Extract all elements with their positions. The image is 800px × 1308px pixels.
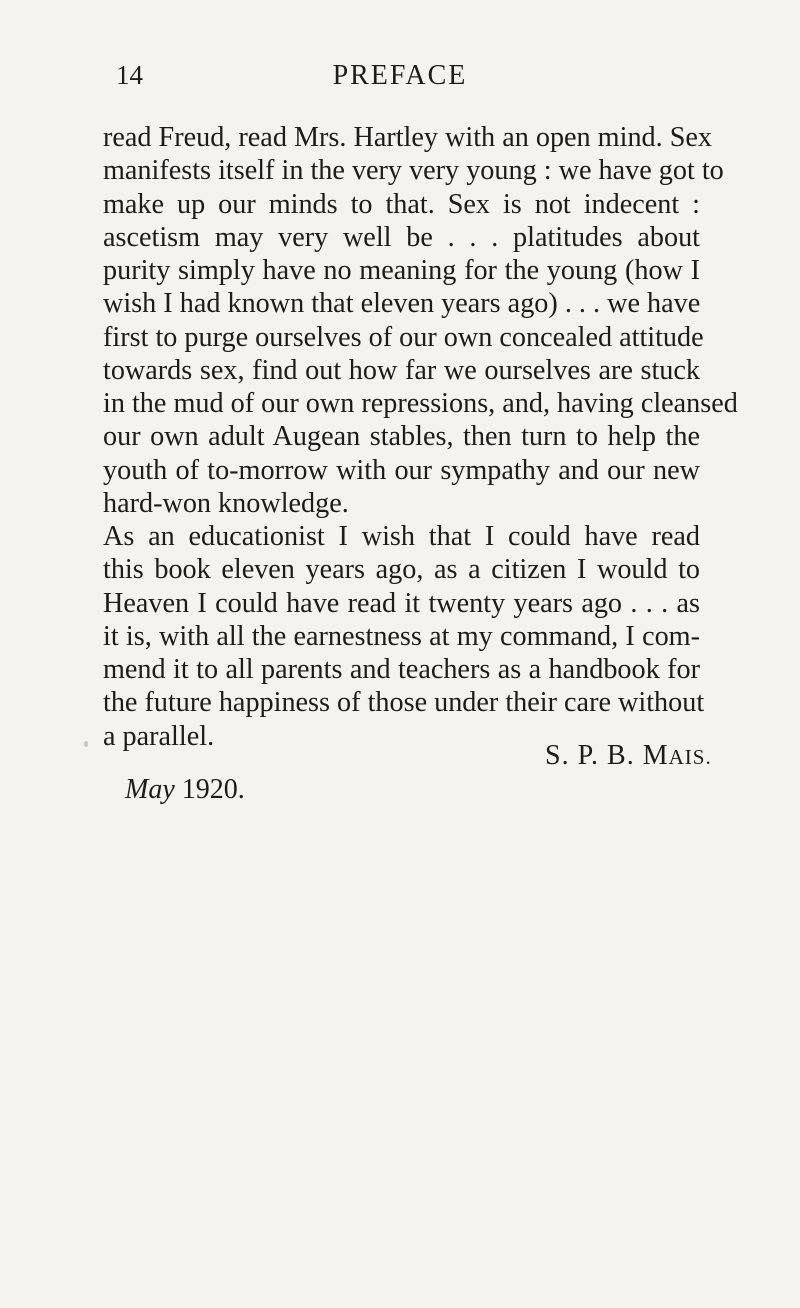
text-line: ascetism may very well be . . . platitudes about xyxy=(103,221,700,253)
signature-initials: S. P. B. xyxy=(545,740,635,771)
text-line: Heaven I could have read it twenty years ago . . . as xyxy=(103,587,700,619)
text-line: the future happiness of those under their care without xyxy=(103,687,705,719)
text-line: purity simply have no meaning for the young (how I xyxy=(103,255,700,286)
text-line: make up our minds to that. Sex is not indecent : xyxy=(103,188,700,220)
text-line: in the mud of our own repressions, and, having cleansed xyxy=(103,388,738,419)
text-line: youth of to-morrow with our sympathy and our new xyxy=(103,454,700,486)
paper-speck xyxy=(84,741,88,747)
text-line: towards sex, find out how far we ourselves are stuck xyxy=(103,354,700,386)
text-line: wish I had known that eleven years ago) . . . we have xyxy=(103,288,701,320)
text-line: first to purge ourselves of our own concealed attitude xyxy=(103,321,704,353)
signature-surname-initial: M xyxy=(642,740,669,771)
text-line: manifests itself in the very very young : we have got to xyxy=(103,155,724,187)
text-line: read Freud, read Mrs. Hartley with an open mind. Sex xyxy=(103,122,713,153)
page-number: 14 xyxy=(116,60,143,90)
text-line: our own adult Augean stables, then turn to help the xyxy=(103,421,700,453)
text-line: it is, with all the earnestness at my command, I com- xyxy=(103,620,700,652)
text-line: a parallel. xyxy=(103,720,215,752)
date-year: 1920. xyxy=(181,774,245,805)
text-line: mend it to all parents and teachers as a handbook for xyxy=(103,654,700,685)
body-text xyxy=(103,121,738,753)
text-line: this book eleven years ago, as a citizen I would to xyxy=(103,554,700,586)
signature-surname xyxy=(643,740,712,771)
signature-surname-rest: AIS. xyxy=(668,745,712,769)
dateline xyxy=(125,776,245,804)
running-head: PREFACE xyxy=(332,60,468,91)
text-line: As an educationist I wish that I could have read xyxy=(103,521,700,552)
text-line: hard-won knowledge. xyxy=(103,487,349,519)
author-signature xyxy=(545,742,712,770)
date-month: May xyxy=(125,774,175,805)
